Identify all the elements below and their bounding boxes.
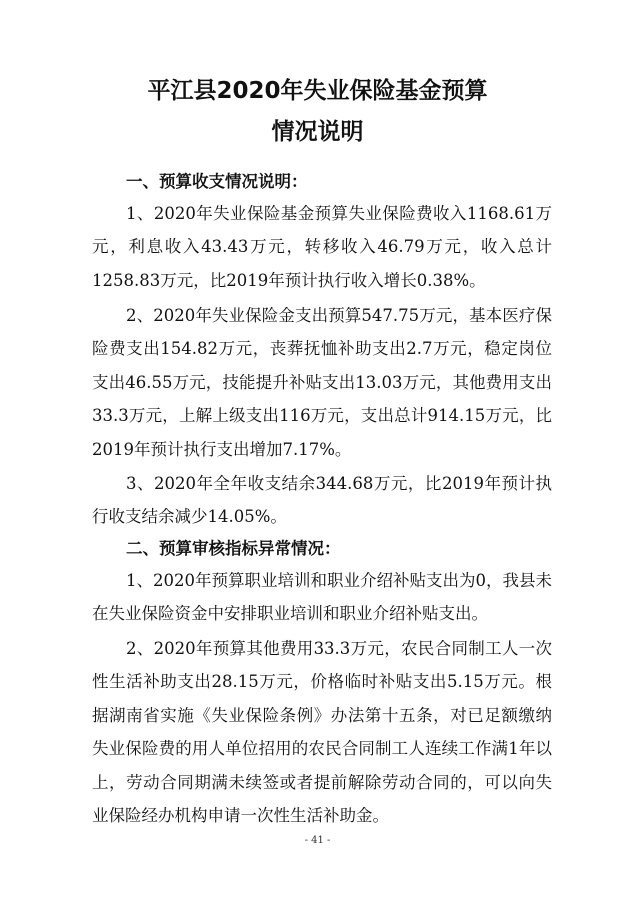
section-heading-anomalies: 二、预算审核指标异常情况： [126, 539, 341, 558]
document-title-line-1: 平江县2020年失业保险基金预算 [147, 78, 488, 104]
document-title-line-2: 情况说明 [271, 119, 364, 145]
paragraph-income: 1、2020年失业保险基金预算失业保险费收入1168.61万元，利息收入43.43万元，转移收入46.79万元，收入总计1258.83万元，比2019年预计执行收入增长0.38%。 [92, 204, 552, 290]
paragraph-balance: 3、2020年全年收支结余344.68万元，比2019年预计执行收支结余减少14.05%。 [92, 474, 552, 527]
paragraph-other-expenses: 2、2020年预算其他费用33.3万元，农民合同制工人一次性生活补助支出28.15万元，价格临时补贴支出5.15万元。根据湖南省实施《失业保险条例》办法第十五条，对已足额缴纳失业保险费的用人单位招用的农民合同制工人连续工作满1年以上，劳动合同期满未续签或者提前解除劳动合同的，可以向失业保险经办机构申请一次性生活补助金。 [92, 639, 552, 826]
page-number: - 41 - [304, 835, 331, 846]
paragraph-training-subsidy: 1、2020年预算职业培训和职业介绍补贴支出为0，我县未在失业保险资金中安排职业培训和职业介绍补贴支出。 [92, 571, 552, 624]
paragraph-expenditure: 2、2020年失业保险金支出预算547.75万元，基本医疗保险费支出154.82万元，丧葬抚恤补助支出2.7万元，稳定岗位支出46.55万元，技能提升补贴支出13.03万元，其他费用支出33.3万元，上解上级支出116万元，支出总计914.15万元，比2019年预计执行支出增加7.17%。 [92, 306, 552, 459]
section-heading-budget-summary: 一、预算收支情况说明： [126, 172, 308, 191]
